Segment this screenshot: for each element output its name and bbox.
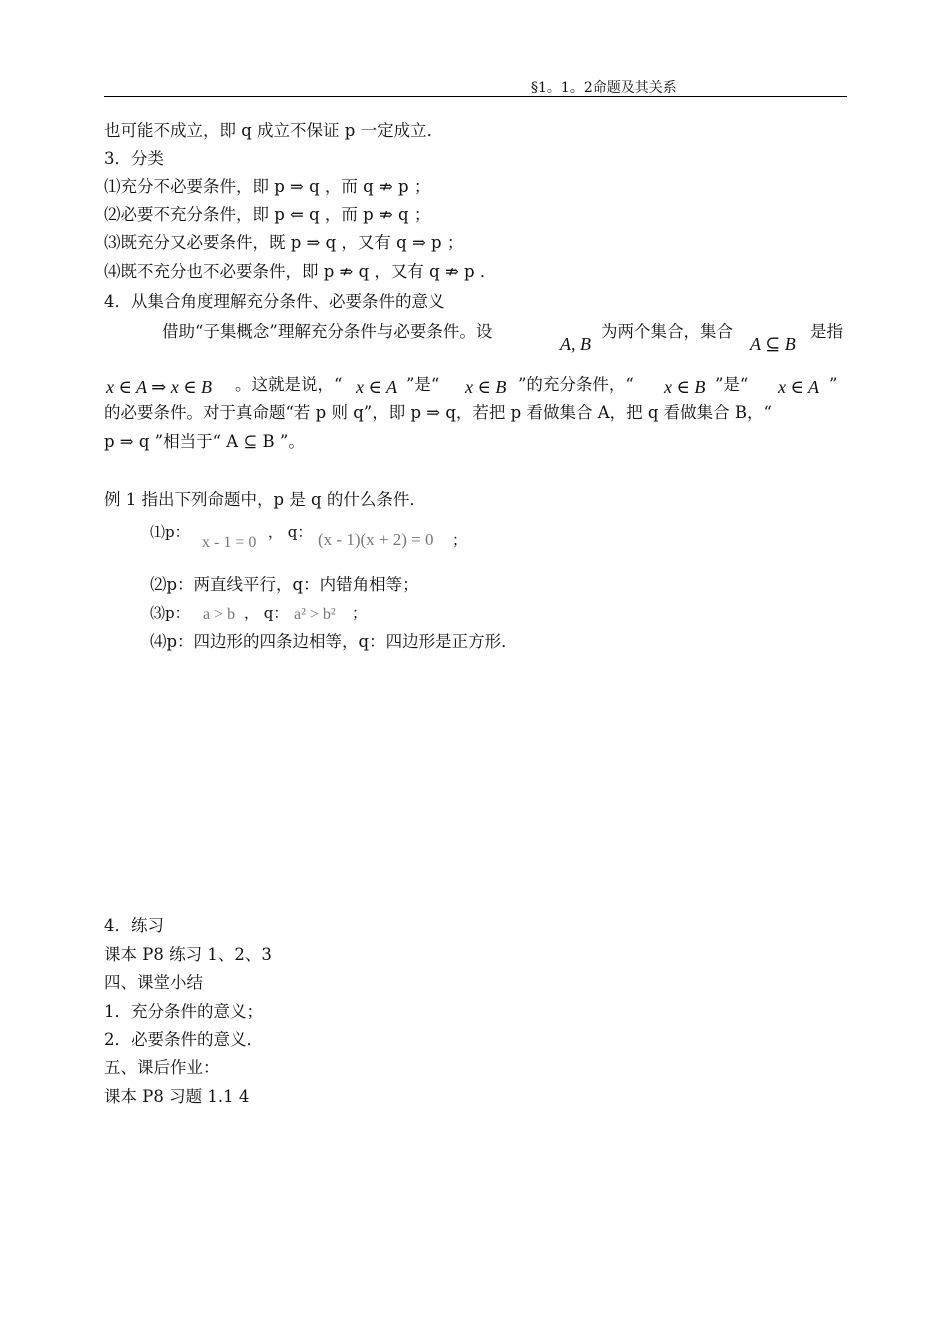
section-heading: 五、课后作业： [104,1058,220,1077]
example-item-label: ， q： [244,604,289,622]
paragraph-text: 为两个集合，集合 [601,322,733,341]
paragraph-text: 。这就是说，“ [235,375,343,394]
example-heading: 例 1 指出下列命题中，p 是 q 的什么条件． [104,490,426,509]
section-heading: 4．从集合角度理解充分条件、必要条件的意义 [104,292,445,311]
example-item-label: ⑴p： [150,523,190,541]
formula: x ∈ A [356,377,397,397]
section-heading: 四、课堂小结 [104,973,203,992]
paragraph-text: ”是“ [715,375,749,394]
formula: A, B [560,334,591,354]
section-heading: 3．分类 [104,149,164,168]
example-item: ⑷p：四边形的四条边相等，q：四边形是正方形． [150,632,518,651]
punctuation: ； [352,604,368,622]
formula: A ⊆ B [750,334,796,354]
section-heading: 4．练习 [104,916,164,935]
formula: a² > b² [294,606,336,623]
example-item-label: ， q： [268,523,313,541]
paragraph-text: p ⇒ q ”相当于“ A ⊆ B ”。 [104,432,305,451]
text-line: 也可能不成立，即 q 成立不保证 p 一定成立． [104,121,444,140]
list-item: ⑵必要不充分条件，即 p ⇐ q ，而 p ⇏ q ； [104,205,431,224]
list-item: ⑴充分不必要条件，即 p ⇒ q ，而 q ⇏ p ； [104,177,431,196]
example-item-label: ⑶p： [150,604,190,622]
paragraph-text: 的必要条件。对于真命题“若 p 则 q”，即 p ⇒ q，若把 p 看做集合 A，把 q 看做集合 B，“ [104,403,772,422]
example-item: ⑵p：两直线平行，q：内错角相等； [150,575,419,594]
list-item: 2．必要条件的意义． [104,1030,263,1049]
paragraph-text: ” [829,375,838,394]
list-item: 1．充分条件的意义； [104,1002,263,1021]
paragraph-text: 借助“子集概念”理解充分条件与必要条件。设 [162,322,493,341]
formula: x ∈ B [465,377,507,397]
paragraph-text: ”的充分条件，“ [518,375,634,394]
paragraph-text: ”是“ [406,375,440,394]
list-item: ⑷既不充分也不必要条件，即 p ⇏ q ，又有 q ⇏ p ． [104,262,497,281]
punctuation: ； [452,531,468,549]
text-line: 课本 P8 练习 1、2、3 [104,945,272,964]
formula: (x - 1)(x + 2) = 0 [318,530,434,549]
formula: x - 1 = 0 [202,534,257,551]
formula: x ∈ B [664,377,706,397]
paragraph-text: 是指 [810,322,843,341]
list-item: ⑶既充分又必要条件，既 p ⇒ q ，又有 q ⇒ p ； [104,233,464,252]
formula: x ∈ A [778,377,819,397]
header-title: §1。1。2命题及其关系 [531,80,677,96]
formula: x ∈ A ⇒ x ∈ B [106,377,213,397]
page-header [104,76,847,97]
text-line: 课本 P8 习题 1.1 4 [104,1087,250,1106]
formula: a > b [203,606,236,623]
